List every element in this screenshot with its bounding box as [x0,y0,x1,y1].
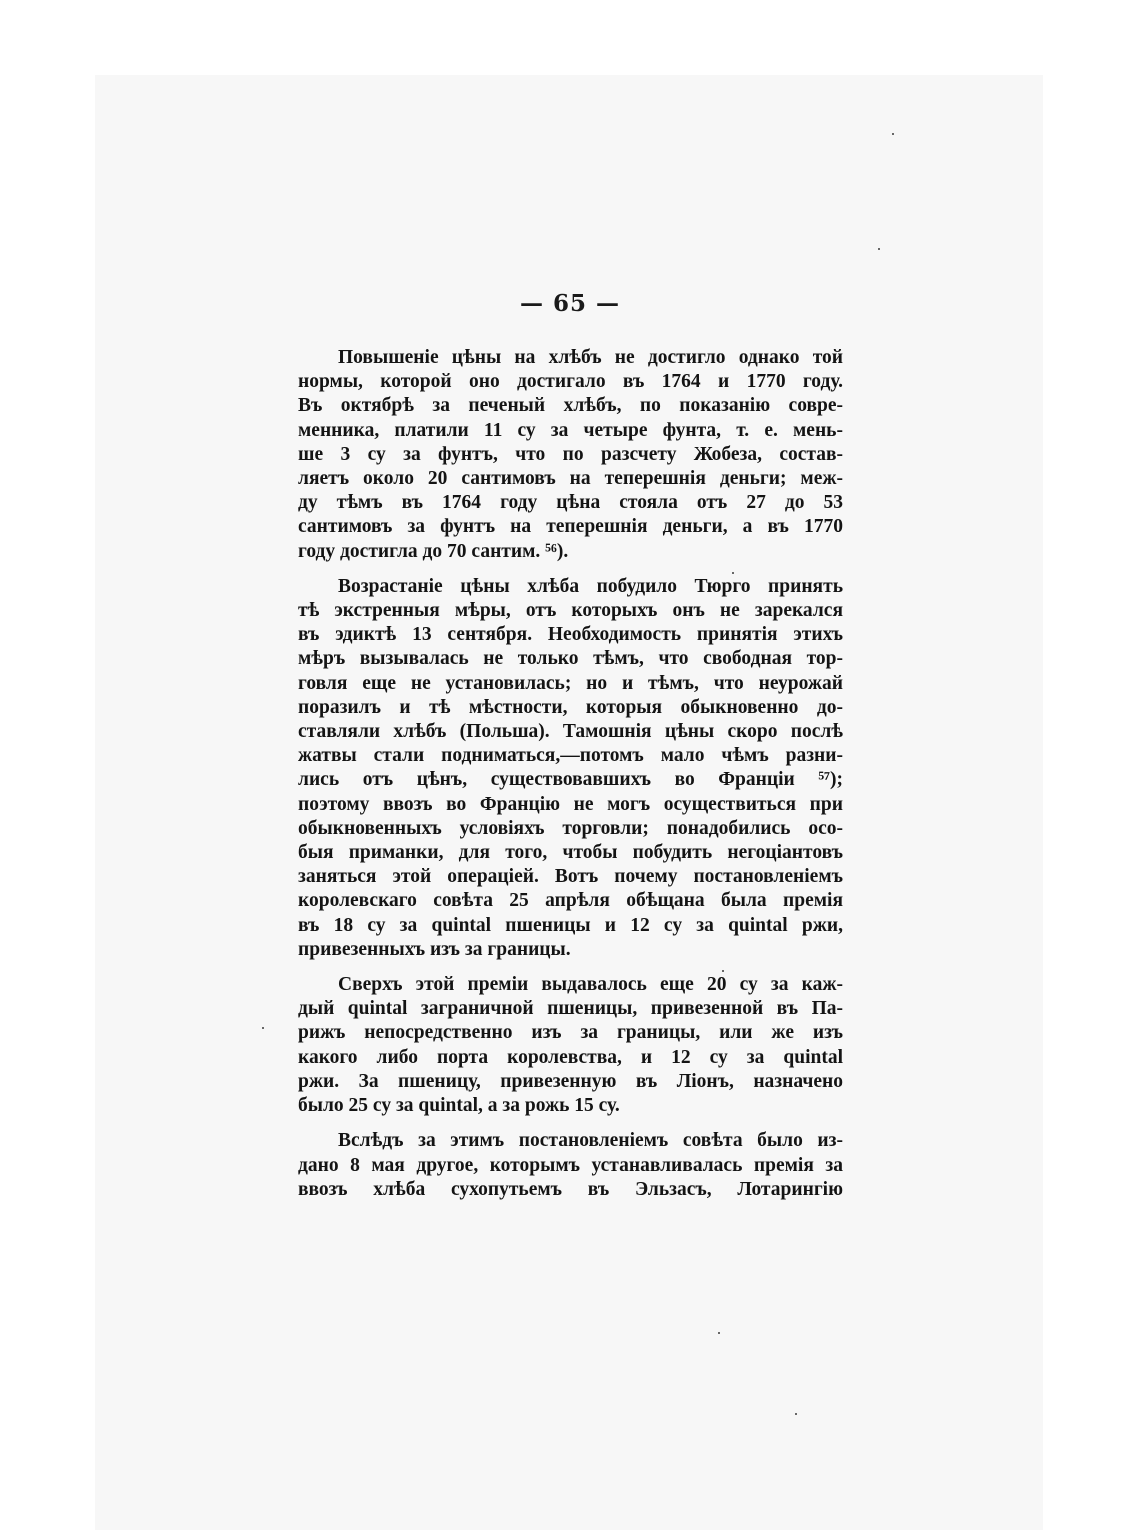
scan-speck [795,1413,797,1415]
scan-speck [262,1027,264,1029]
text-line: лись отъ цѣнъ, существовавшихъ во Франціи ⁵⁷); [298,769,843,791]
scan-speck [892,133,894,135]
text-line: говля еще не установилась; но и тѣмъ, что неурожай [298,672,843,694]
text-line: жатвы стали подниматься,—потомъ мало чѣмъ разни- [298,745,843,767]
text-line: дано 8 мая другое, которымъ устанавливалась премія за [298,1154,843,1176]
text-line: поразилъ и тѣ мѣстности, которыя обыкновенно до- [298,696,843,718]
text-line: какого либо порта королевства, и 12 су за quintal [298,1046,843,1068]
paragraph-4 [298,1129,843,1202]
text-line: заняться этой операціей. Вотъ почему постановленіемъ [298,866,843,888]
page-number: — 65 — [519,290,621,317]
scan-speck [878,248,880,250]
text-line: тѣ экстренныя мѣры, отъ которыхъ онъ не зарекался [298,600,843,622]
text-line: ржи. За пшеницу, привезенную въ Ліонъ, назначено [298,1070,843,1092]
text-line: привезенныхъ изъ за границы. [298,938,571,960]
text-line: ввозъ хлѣба сухопутьемъ въ Эльзасъ, Лотарингію [298,1178,843,1200]
text-line: мѣръ вызывалась не только тѣмъ, что свободная тор- [298,648,843,670]
text-line: нормы, которой оно достигало въ 1764 и 1770 году. [298,371,843,393]
body-text [298,346,843,1213]
text-line: въ эдиктѣ 13 сентября. Необходимость принятія этихъ [298,624,843,646]
paragraph-3 [298,973,843,1118]
text-line: дый quintal заграничной пшеницы, привезенной въ Па- [298,998,843,1020]
text-line: Повышеніе цѣны на хлѣбъ не достигло однако той [338,347,843,368]
text-line: поэтому ввозъ во Францію не могъ осуществиться при [298,793,843,815]
text-line: ду тѣмъ въ 1764 году цѣна стояла отъ 27 до 53 [298,492,843,514]
text-line: менника, платили 11 су за четыре фунта, т. е. мень- [298,419,843,441]
text-line: сантимовъ за фунтъ на теперешнія деньги, а въ 1770 [298,516,843,538]
text-line: рижъ непосредственно изъ за границы, или же изъ [298,1022,843,1044]
text-line: быя приманки, для того, чтобы побудить негоціантовъ [298,842,843,864]
text-line: было 25 су за quintal, а за рожь 15 су. [298,1095,620,1117]
paragraph-1 [298,346,843,564]
text-line: ставляли хлѣбъ (Польша). Тамошнія цѣны скоро послѣ [298,721,843,743]
text-line: году достигла до 70 сантим. ⁵⁶). [298,540,569,562]
scan-speck [722,970,724,972]
text-line: Сверхъ этой преміи выдавалось еще 20 су за каж- [338,974,843,996]
paragraph-2 [298,575,843,962]
scan-speck [718,1332,720,1334]
scan-speck [732,572,734,574]
text-line: Возрастаніе цѣны хлѣба побудило Тюрго принять [338,575,843,597]
text-line: въ 18 су за quintal пшеницы и 12 су за quintal ржи, [298,914,843,936]
text-line: Въ октябрѣ за печеный хлѣбъ, по показанію совре- [298,395,843,417]
text-line: Вслѣдъ за этимъ постановленіемъ совѣта было из- [338,1130,843,1152]
text-line: ляетъ около 20 сантимовъ на теперешнія деньги; меж- [298,468,843,490]
text-line: королевскаго совѣта 25 апрѣля обѣщана была премія [298,890,843,912]
text-line: обыкновенныхъ условіяхъ торговли; понадобились осо- [298,817,843,839]
text-line: ше 3 су за фунтъ, что по разсчету Жобеза, состав- [298,443,843,465]
